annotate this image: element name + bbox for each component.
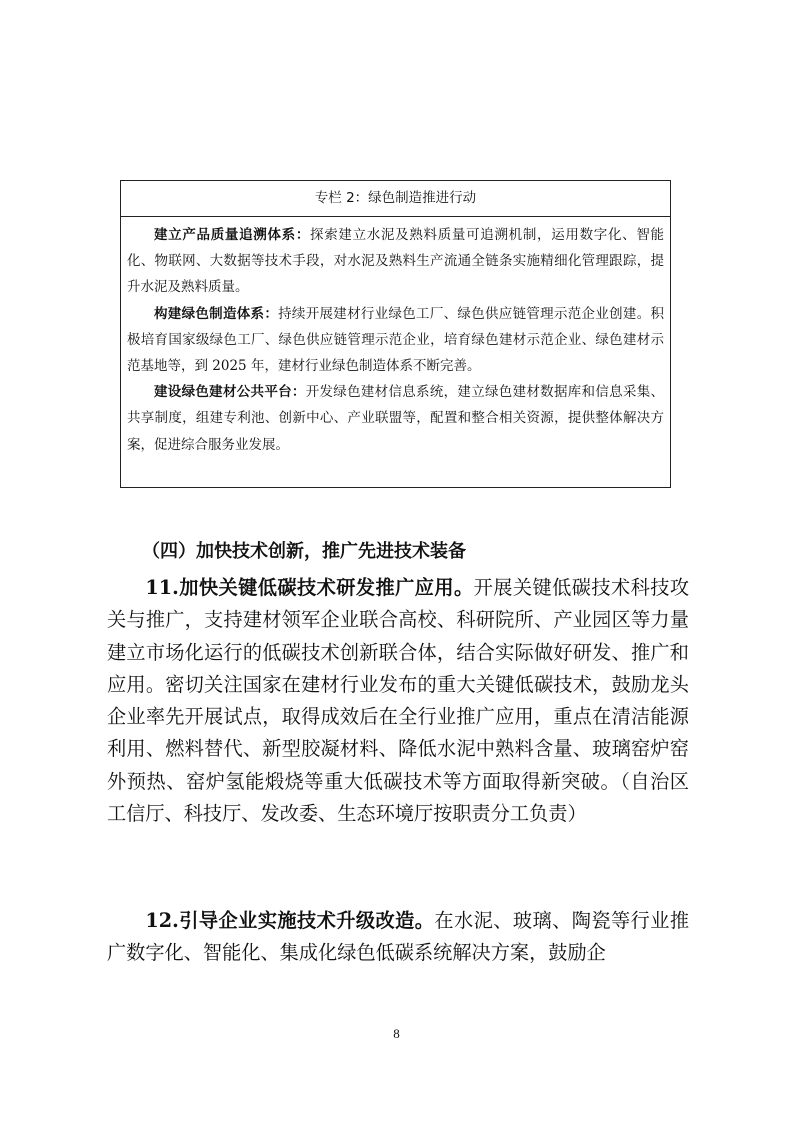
- box-item-head: 构建绿色制造体系：: [154, 305, 279, 322]
- box-item: [127, 379, 664, 458]
- section-heading: （四）加快技术创新，推广先进技术装备: [142, 541, 466, 562]
- paragraph-12: [107, 905, 689, 970]
- paragraph-11: [107, 572, 689, 830]
- paragraph-head: 11.加快关键低碳技术研发推广应用。: [145, 576, 474, 599]
- paragraph-text: 开展关键低碳技术科技攻关与推广，支持建材领军企业联合高校、科研院所、产业园区等力量建立市场化运行的低碳技术创新联合体，结合实际做好研发、推广和应用。密切关注国家在建材行业发布的重大关键低碳技术，鼓励龙头企业率先开展试点，取得成效后在全行业推广应用，重点在清洁能源利用、燃料替代、新型胶凝材料、降低水泥中熟料含量、玻璃窑炉窑外预热、窑炉氢能煅烧等重大低碳技术等方面取得新突破。（自治区工信厅、科技厅、发改委、生态环境厅按职责分工负责）: [107, 576, 690, 826]
- paragraph-text: 在水泥、玻璃、陶瓷等行业推广数字化、智能化、集成化绿色低碳系统解决方案，鼓励企: [107, 909, 690, 965]
- page-number: 8: [393, 1026, 400, 1041]
- box-item: [127, 301, 664, 380]
- box-item-text: 开发绿色建材信息系统，建立绿色建材数据库和信息采集、共享制度，组建专利池、创新中心、产业联盟等，配置和整合相关资源，提供整体解决方案，促进综合服务业发展。: [127, 384, 665, 453]
- paragraph-head: 12.引导企业实施技术升级改造。: [145, 909, 435, 932]
- box-item-head: 建立产品质量追溯体系：: [154, 227, 311, 243]
- box-body: [121, 217, 670, 458]
- box-item: [127, 222, 664, 301]
- box-item-text: 持续开展建材行业绿色工厂、绿色供应链管理示范企业创建。积极培育国家级绿色工厂、绿色供应链管理示范企业，培育绿色建材示范企业、绿色建材示范基地等，到 2025 年，建材行业绿色制造体系不断完善。: [127, 305, 664, 375]
- box-title: 专栏 2：绿色制造推进行动: [121, 181, 670, 217]
- box-item-head: 建设绿色建材公共平台：: [154, 384, 306, 401]
- feature-box: [120, 180, 671, 488]
- box-item-text: 探索建立水泥及熟料质量可追溯机制，运用数字化、智能化、物联网、大数据等技术手段，对水泥及熟料生产流通全链条实施精细化管理跟踪，提升水泥及熟料质量。: [127, 227, 665, 296]
